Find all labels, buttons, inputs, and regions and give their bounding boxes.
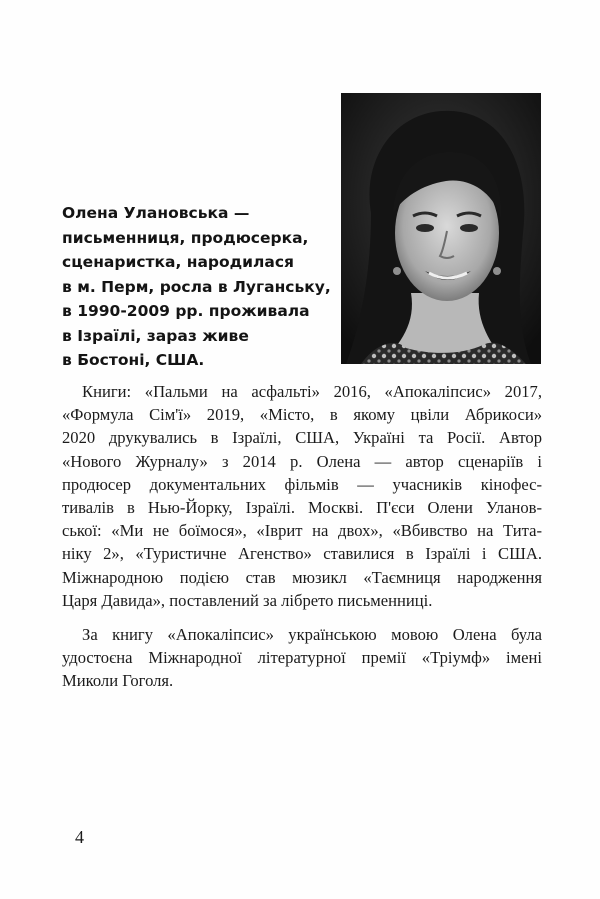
text-line: ніку 2», «Туристичне Агенство» ставилися в Ізраїлі і США.: [62, 544, 542, 564]
text-line: удостоєна Міжнародної літературної премії «Тріумф» імені: [62, 648, 542, 668]
text-line: Миколи Гоголя.: [62, 671, 174, 691]
author-bio: [62, 201, 342, 373]
text-line: «Нового Журналу» з 2014 р. Олена — автор сценаріїв і: [62, 451, 542, 471]
page-number: 4: [75, 827, 84, 847]
text-line: «Формула Сім'ї» 2019, «Місто, в якому цвіли Абрикоси»: [62, 405, 542, 425]
text-line: тивалів в Нью-Йорку, Ізраїлі. Москві. П'єси Олени Уланов-: [62, 497, 542, 517]
text-line: Книги: «Пальми на асфальті» 2016, «Апокаліпсис» 2017,: [82, 382, 542, 401]
author-photo: [341, 93, 541, 364]
text-line: За книгу «Апокаліпсис» українською мовою Олена була: [82, 624, 542, 644]
bio-line: письменниця, продюсерка,: [62, 228, 309, 247]
text-line: продюсер документальних фільмів — учасників кінофес-: [62, 474, 542, 494]
bio-line: сценаристка, народилася: [62, 253, 294, 271]
bio-line: в Ізраїлі, зараз живе: [62, 326, 249, 345]
bio-line: в 1990-2009 рр. проживала: [62, 302, 310, 320]
bio-line: в Бостоні, США.: [62, 351, 205, 369]
paragraph-books: [62, 380, 542, 612]
text-line: Міжнародною подією став мюзикл «Таємниця народження: [62, 567, 542, 587]
bio-line: в м. Перм, росла в Луганську,: [62, 277, 331, 296]
text-line: 2020 друкувались в Ізраїлі, США, Україні та Росії. Автор: [62, 428, 542, 448]
text-line: ської: «Ми не боїмося», «Іврит на двох», «Вбивство на Тита-: [62, 521, 542, 541]
bio-line: Олена Улановська —: [62, 204, 250, 222]
text-line: Царя Давида», поставлений за лібрето письменниці.: [62, 590, 433, 610]
biography-text: [62, 380, 542, 703]
portrait-image: [341, 93, 541, 364]
paragraph-award: [62, 623, 542, 693]
